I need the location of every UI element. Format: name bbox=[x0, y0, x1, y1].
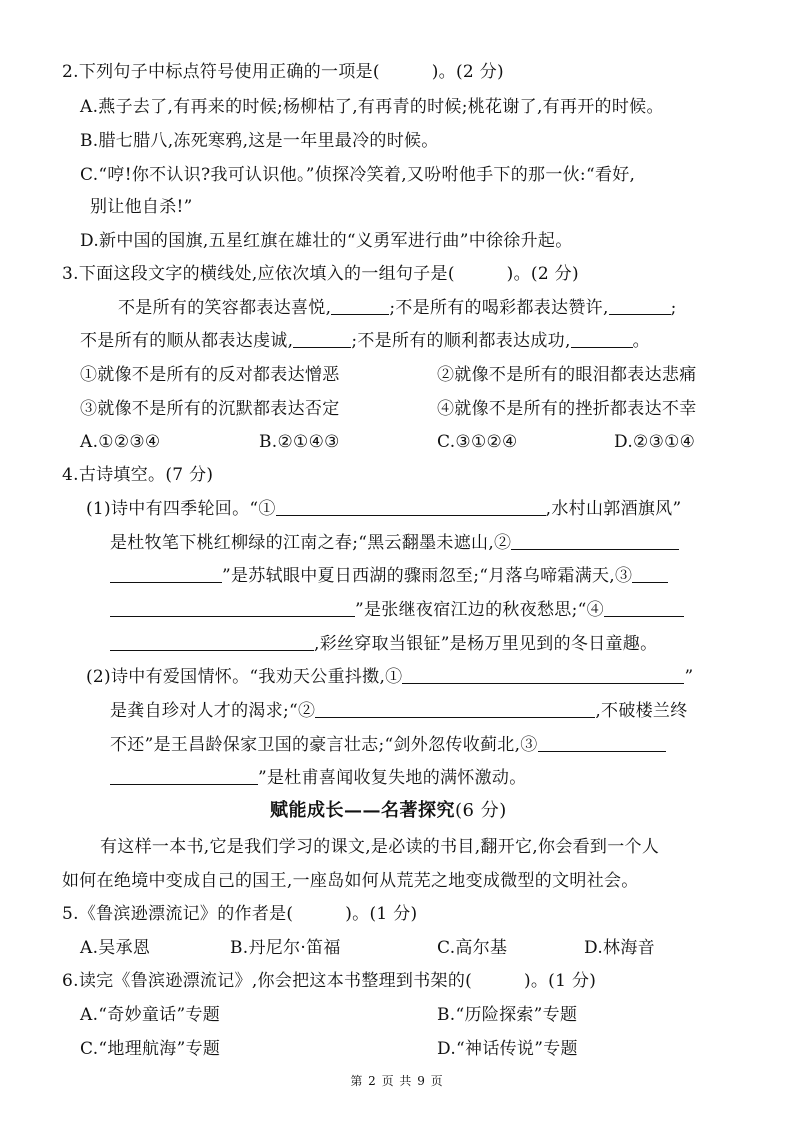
q4-part1-line4 bbox=[110, 599, 684, 621]
q5-option-a: A.吴承恩 bbox=[80, 938, 151, 958]
q4-part1-line2 bbox=[110, 532, 679, 554]
q4-text: ,水村山郭酒旗风” bbox=[545, 499, 682, 519]
q3-text: 不是所有的顺从都表达虔诚, bbox=[80, 331, 294, 351]
q3-option-a: A.①②③④ bbox=[80, 432, 161, 452]
q4-part1-line3 bbox=[110, 565, 668, 587]
q2-option-c-line2: 别让他自杀!” bbox=[90, 197, 193, 217]
q4-blank-1-2a[interactable] bbox=[511, 532, 679, 550]
q3-blank-3[interactable] bbox=[293, 330, 351, 348]
q3-text: ;不是所有的顺利都表达成功, bbox=[351, 331, 571, 351]
q4-stem: 4.古诗填空。(7 分) bbox=[62, 465, 214, 485]
q4-blank-2-3a[interactable] bbox=[538, 734, 666, 752]
q3-sentence-3: ③就像不是所有的沉默都表达否定 bbox=[80, 399, 340, 419]
section-score: (6 分) bbox=[455, 800, 507, 821]
section-intro-line1: 有这样一本书,它是我们学习的课文,是必读的书目,翻开它,你会看到一个人 bbox=[100, 837, 660, 857]
q4-text: 不还”是王昌龄保家卫国的豪言壮志;“剑外忽传收蓟北,③ bbox=[110, 735, 538, 755]
q4-blank-1-3a[interactable] bbox=[632, 565, 668, 583]
q4-blank-1-2b[interactable] bbox=[110, 565, 222, 583]
q3-option-d: D.②③①④ bbox=[614, 432, 696, 452]
q5-option-d: D.林海音 bbox=[584, 938, 655, 958]
q4-text: 是龚自珍对人才的渴求;“② bbox=[110, 701, 316, 721]
q2-stem: 2.下列句子中标点符号使用正确的一项是( )。(2 分) bbox=[62, 62, 504, 82]
q4-text: ,彩丝穿取当银钲”是杨万里见到的冬日童趣。 bbox=[314, 634, 658, 654]
q4-text: ”是杜甫喜闻收复失地的满怀激动。 bbox=[258, 768, 527, 788]
q3-text: 不是所有的笑容都表达喜悦, bbox=[118, 298, 332, 318]
q3-sentence-1: ①就像不是所有的反对都表达憎恶 bbox=[80, 365, 340, 385]
q3-text: ; bbox=[670, 298, 677, 318]
q3-passage-line1 bbox=[118, 297, 677, 319]
section-title bbox=[270, 800, 507, 822]
q4-text: ”是苏轼眼中夏日西湖的骤雨忽至;“月落乌啼霜满天,③ bbox=[222, 566, 633, 586]
q4-text: (1)诗中有四季轮回。“① bbox=[86, 499, 276, 519]
q4-part2-line2 bbox=[110, 700, 688, 722]
q3-option-c: C.③①②④ bbox=[437, 432, 518, 452]
q5-stem: 5.《鲁滨逊漂流记》的作者是( )。(1 分) bbox=[62, 904, 418, 924]
q2-option-c-line1: C.“哼!你不认识?我可认识他。”侦探冷笑着,又吩咐他手下的那一伙:“看好, bbox=[80, 165, 636, 185]
section-intro-line2: 如何在绝境中变成自己的国王,一座岛如何从荒芜之地变成微型的文明社会。 bbox=[62, 871, 639, 891]
q4-text: 是杜牧笔下桃红柳绿的江南之春;“黑云翻墨未遮山,② bbox=[110, 533, 512, 553]
q6-option-d: D.“神话传说”专题 bbox=[437, 1039, 578, 1059]
q4-text: (2)诗中有爱国情怀。“我劝天公重抖擞,① bbox=[86, 667, 403, 687]
q4-blank-1-3b[interactable] bbox=[110, 599, 355, 617]
q4-blank-2-2[interactable] bbox=[315, 700, 595, 718]
q3-sentence-4: ④就像不是所有的挫折都表达不幸 bbox=[437, 399, 697, 419]
q3-text: 。 bbox=[632, 331, 650, 351]
q4-text: ”是张继夜宿江边的秋夜愁思;“④ bbox=[355, 600, 604, 620]
q2-option-d: D.新中国的国旗,五星红旗在雄壮的“义勇军进行曲”中徐徐升起。 bbox=[80, 231, 573, 251]
q4-part2-line4 bbox=[110, 767, 527, 789]
q3-blank-1[interactable] bbox=[331, 297, 389, 315]
q4-blank-1-4b[interactable] bbox=[110, 633, 314, 651]
q6-option-a: A.“奇妙童话”专题 bbox=[80, 1005, 221, 1025]
q4-blank-2-1[interactable] bbox=[402, 666, 684, 684]
q4-part2-line1 bbox=[86, 666, 693, 688]
q4-blank-1-4a[interactable] bbox=[604, 599, 684, 617]
q5-option-c: C.高尔基 bbox=[437, 938, 508, 958]
q3-option-b: B.②①④③ bbox=[259, 432, 340, 452]
q6-stem: 6.读完《鲁滨逊漂流记》,你会把这本书整理到书架的( )。(1 分) bbox=[62, 971, 597, 991]
q6-option-c: C.“地理航海”专题 bbox=[80, 1039, 221, 1059]
q3-blank-2[interactable] bbox=[609, 297, 671, 315]
q4-text: ,不破楼兰终 bbox=[595, 701, 688, 721]
q4-blank-1-1[interactable] bbox=[276, 498, 546, 516]
q4-part1-line5 bbox=[110, 633, 657, 655]
q2-option-a: A.燕子去了,有再来的时候;杨柳枯了,有再青的时候;桃花谢了,有再开的时候。 bbox=[80, 97, 664, 117]
q4-part1-line1 bbox=[86, 498, 681, 520]
q6-option-b: B.“历险探索”专题 bbox=[437, 1005, 578, 1025]
q4-part2-line3 bbox=[110, 734, 666, 756]
q5-option-b: B.丹尼尔·笛福 bbox=[230, 938, 341, 958]
q4-text: ” bbox=[684, 667, 694, 687]
section-title-text: 赋能成长——名著探究 bbox=[270, 800, 455, 821]
q3-sentence-2: ②就像不是所有的眼泪都表达悲痛 bbox=[437, 365, 697, 385]
q3-blank-4[interactable] bbox=[571, 330, 633, 348]
q3-stem: 3.下面这段文字的横线处,应依次填入的一组句子是( )。(2 分) bbox=[62, 264, 579, 284]
q2-option-b: B.腊七腊八,冻死寒鸦,这是一年里最冷的时候。 bbox=[80, 131, 439, 151]
q3-passage-line2 bbox=[80, 330, 650, 352]
page-number: 第 2 页 共 9 页 bbox=[350, 1074, 444, 1088]
q4-blank-2-3b[interactable] bbox=[110, 767, 258, 785]
q3-text: ;不是所有的喝彩都表达赞许, bbox=[389, 298, 609, 318]
